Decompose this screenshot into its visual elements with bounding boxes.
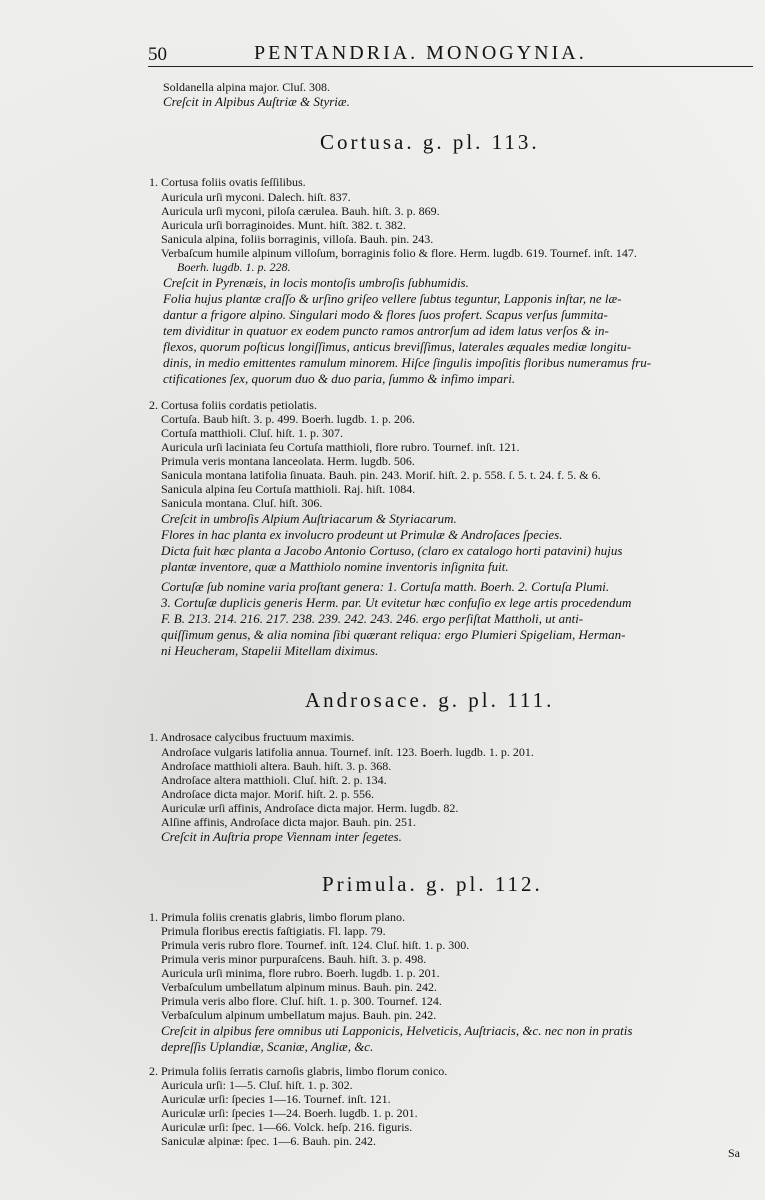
observation-line: quiſſimum genus, & alia nomina ſibi quærant reliqua: ergo Plumieri Spigeliam, Herman- bbox=[161, 627, 626, 642]
genus-heading: Cortusa. g. pl. 113. bbox=[320, 130, 540, 154]
synonym-line: Alſine affinis, Androſace dicta major. Bauh. pin. 251. bbox=[161, 815, 417, 829]
species-diagnosis: 1. Cortusa foliis ovatis ſeſſilibus. bbox=[149, 175, 306, 189]
genus-heading: Androsace. g. pl. 111. bbox=[305, 688, 555, 712]
synonym-line: Auricula urſi myconi. Dalech. hiſt. 837. bbox=[161, 190, 351, 204]
synonym-line: Saniculæ alpinæ: ſpec. 1—6. Bauh. pin. 242. bbox=[161, 1134, 376, 1148]
synonym-line: Auriculæ urſi: ſpecies 1—16. Tournef. inſt. 121. bbox=[161, 1092, 391, 1106]
observation-line: flexos, quorum poſticus longiſſimus, anticus breviſſimus, laterales æquales mediæ longitu- bbox=[163, 339, 632, 354]
observation-line: ctificationes ſex, quorum duo & duo paria, ſummo & infimo impari. bbox=[163, 371, 516, 386]
synonym-line: Cortuſa matthioli. Cluſ. hiſt. 1. p. 307. bbox=[161, 426, 343, 440]
synonym-line: Auriculæ urſi affinis, Androſace dicta major. Herm. lugdb. 82. bbox=[161, 801, 459, 815]
synonym-line: Sanicula alpina, foliis borraginis, villoſa. Bauh. pin. 243. bbox=[161, 232, 434, 246]
genus-heading: Primula. g. pl. 112. bbox=[322, 872, 543, 896]
synonym-line: Verbaſculum umbellatum alpinum minus. Bauh. pin. 242. bbox=[161, 980, 437, 994]
header-rule bbox=[148, 66, 753, 67]
observation-line: Dicta fuit hæc planta a Jacobo Antonio Cortuso, (claro ex catalogo horti patavini) hujus bbox=[161, 543, 623, 558]
synonym-line: Primula veris minor purpuraſcens. Bauh. hiſt. 3. p. 498. bbox=[161, 952, 427, 966]
synonym-line: Androſace matthioli altera. Bauh. hiſt. 3. p. 368. bbox=[161, 759, 392, 773]
running-head bbox=[148, 42, 748, 66]
page-number: 50 bbox=[148, 44, 167, 65]
synonym-line: Auricula urſi minima, flore rubro. Boerh. lugdb. 1. p. 201. bbox=[161, 966, 440, 980]
species-diagnosis: 2. Primula foliis ſerratis carnoſis glabris, limbo florum conico. bbox=[149, 1064, 448, 1078]
synonym-line: Sanicula montana. Cluſ. hiſt. 306. bbox=[161, 496, 323, 510]
synonym-line: Primula veris albo flore. Cluſ. hiſt. 1. p. 300. Tournef. 124. bbox=[161, 994, 442, 1008]
synonym-line: Sanicula alpina ſeu Cortuſa matthioli. Raj. hiſt. 1084. bbox=[161, 482, 416, 496]
synonym-line: Verbaſculum alpinum umbellatum majus. Bauh. pin. 242. bbox=[161, 1008, 437, 1022]
observation-line: dinis, in medio emittentes ramulum minorem. Hiſce ſingulis impoſitis floribus numeramus fru- bbox=[163, 355, 652, 370]
synonym-line: Auriculæ urſi: ſpec. 1—66. Volck. heſp. 216. figuris. bbox=[161, 1120, 413, 1134]
species-diagnosis: 1. Androsace calycibus fructuum maximis. bbox=[149, 730, 355, 744]
observation-line: 3. Cortuſæ duplicis generis Herm. par. Ut evitetur hæc confuſio ex lege artis procedendum bbox=[161, 595, 632, 610]
synonym-line: Cortuſa. Baub hiſt. 3. p. 499. Boerh. lugdb. 1. p. 206. bbox=[161, 412, 415, 426]
habitat-line: Creſcit in Pyrenæis, in locis montoſis umbroſis ſubhumidis. bbox=[163, 275, 469, 290]
habitat-line: Creſcit in alpibus fere omnibus uti Lapponicis, Helveticis, Auſtriacis, &c. nec non in pratis bbox=[161, 1023, 633, 1038]
synonym-line: Androſace vulgaris latifolia annua. Tournef. inſt. 123. Boerh. lugdb. 1. p. 201. bbox=[161, 745, 534, 759]
synonym-line: Verbaſcum humile alpinum villoſum, borraginis folio & flore. Herm. lugdb. 619. Tournef. inſt. 147. bbox=[161, 246, 637, 260]
synonym-line: Sanicula montana latifolia ſinuata. Bauh. pin. 243. Moriſ. hiſt. 2. p. 558. ſ. 5. t. 24. f. 5. & 6. bbox=[161, 468, 601, 482]
text-line: Soldanella alpina major. Cluſ. 308. bbox=[163, 80, 330, 94]
species-diagnosis: 1. Primula foliis crenatis glabris, limbo florum plano. bbox=[149, 910, 405, 924]
habitat-line: Creſcit in Auſtria prope Viennam inter ſegetes. bbox=[161, 829, 402, 844]
synonym-line: Androſace dicta major. Moriſ. hiſt. 2. p. 556. bbox=[161, 787, 374, 801]
species-diagnosis: 2. Cortusa foliis cordatis petiolatis. bbox=[149, 398, 317, 412]
observation-line: Flores in hac planta ex involucro prodeunt ut Primulæ & Androſaces ſpecies. bbox=[161, 527, 563, 542]
synonym-line: Auriculæ urſi: ſpecies 1—24. Boerh. lugdb. 1. p. 201. bbox=[161, 1106, 418, 1120]
observation-line: Cortuſæ ſub nomine varia proſtant genera: 1. Cortuſa matth. Boerh. 2. Cortuſa Plumi. bbox=[161, 579, 610, 594]
observation-line: ni Heucheram, Stapelii Mitellam diximus. bbox=[161, 643, 379, 658]
synonym-line: Auricula urſi: 1—5. Cluſ. hiſt. 1. p. 302. bbox=[161, 1078, 353, 1092]
synonym-line: Auricula urſi borraginoides. Munt. hiſt. 382. t. 382. bbox=[161, 218, 406, 232]
signature-mark: Sa bbox=[728, 1146, 740, 1160]
running-title: PENTANDRIA. MONOGYNIA. bbox=[254, 42, 587, 64]
synonym-line: Primula veris montana lanceolata. Herm. lugdb. 506. bbox=[161, 454, 415, 468]
synonym-line: Primula veris rubro flore. Tournef. inſt. 124. Cluſ. hiſt. 1. p. 300. bbox=[161, 938, 470, 952]
synonym-line: Primula floribus erectis faſtigiatis. Fl. lapp. 79. bbox=[161, 924, 386, 938]
habitat-line: Creſcit in umbroſis Alpium Auſtriacarum & Styriacarum. bbox=[161, 511, 457, 526]
observation-line: plantæ inventore, quæ a Matthiolo nomine inventoris inſignita fuit. bbox=[161, 559, 509, 574]
synonym-line: Boerh. lugdb. 1. p. 228. bbox=[177, 260, 291, 274]
observation-line: tem dividitur in quatuor ex eodem puncto ramos antrorſum ad idem latus verſos & in- bbox=[163, 323, 609, 338]
observation-line: Folia hujus plantæ craſſo & urſino griſeo vellere ſubtus teguntur, Lapponis inſtar, ne læ- bbox=[163, 291, 622, 306]
synonym-line: Auricula urſi laciniata ſeu Cortuſa matthioli, flore rubro. Tournef. inſt. 121. bbox=[161, 440, 520, 454]
habitat-line: depreſſis Uplandiæ, Scaniæ, Angliæ, &c. bbox=[161, 1039, 374, 1054]
synonym-line: Auricula urſi myconi, piloſa cærulea. Bauh. hiſt. 3. p. 869. bbox=[161, 204, 440, 218]
observation-line: F. B. 213. 214. 216. 217. 238. 239. 242. 243. 246. ergo perſiſtat Mattholi, ut anti- bbox=[161, 611, 584, 626]
observation-line: dantur a frigore alpino. Singulari modo & flores ſuos profert. Scapus verſus ſummita- bbox=[163, 307, 608, 322]
synonym-line: Androſace altera matthioli. Cluſ. hiſt. 2. p. 134. bbox=[161, 773, 387, 787]
text-line: Creſcit in Alpibus Auſtriæ & Styriæ. bbox=[163, 94, 350, 109]
